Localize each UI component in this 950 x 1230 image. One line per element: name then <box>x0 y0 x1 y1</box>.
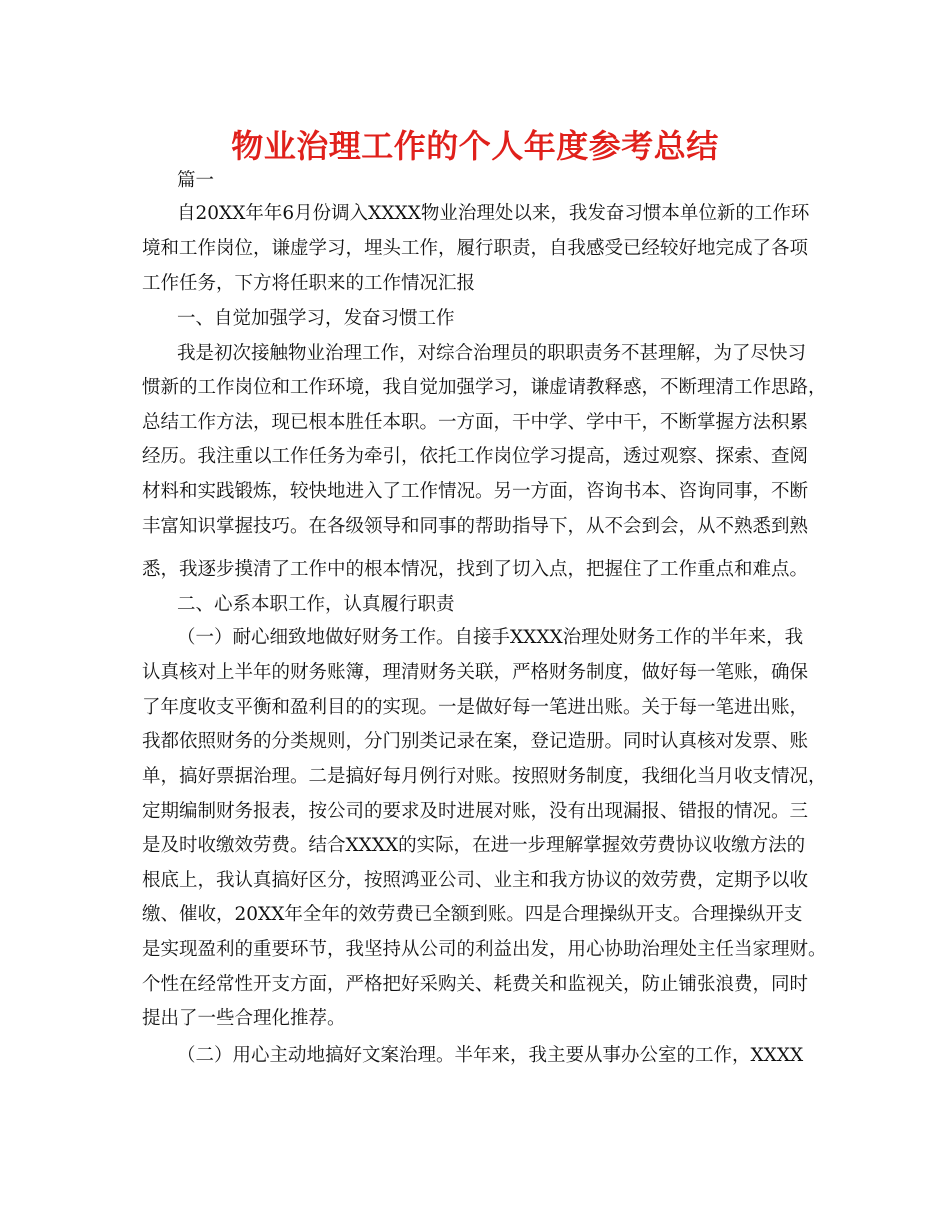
text-line: 总结工作方法，现已根本胜任本职。一方面，干中学、学中干，不断掌握方法积累 <box>142 412 809 433</box>
text-line: 单，搞好票据治理。二是搞好每月例行对账。按照财务制度，我细化当月收支情况， <box>142 766 827 787</box>
text-line: 悉，我逐步摸清了工作中的根本情况，找到了切入点，把握住了工作重点和难点。 <box>142 559 809 580</box>
text-line: 丰富知识掌握技巧。在各级领导和同事的帮助指导下，从不会到会，从不熟悉到熟 <box>142 516 809 537</box>
section-label: 篇一 <box>177 170 215 191</box>
text-line: 缴、催收，20XX年全年的效劳费已全额到账。四是合理操纵开支。合理操纵开支 <box>142 904 803 925</box>
text-line: 工作任务，下方将任职来的工作情况汇报 <box>142 273 476 294</box>
text-line: 我是初次接触物业治理工作，对综合治理员的职职责务不甚理解，为了尽快习 <box>177 343 807 364</box>
text-line: （二）用心主动地搞好文案治理。半年来，我主要从事办公室的工作，XXXX <box>177 1045 804 1066</box>
text-line: 我都依照财务的分类规则，分门别类记录在案，登记造册。同时认真核对发票、账 <box>142 731 809 752</box>
text-line: 自20XX年年6月份调入XXXX物业治理处以来，我发奋习惯本单位新的工作环 <box>177 203 810 224</box>
text-line: 境和工作岗位，谦虚学习，埋头工作，履行职责，自我感受已经较好地完成了各项 <box>142 238 809 259</box>
text-line: 材料和实践锻炼，较快地进入了工作情况。另一方面，咨询书本、咨询同事，不断 <box>142 481 809 502</box>
text-line: 个性在经常性开支方面，严格把好采购关、耗费关和监视关，防止铺张浪费，同时 <box>142 974 809 995</box>
text-line: 了年度收支平衡和盈利目的的实现。一是做好每一笔进出账。关于每一笔进出账， <box>142 697 809 718</box>
heading-line: 二、心系本职工作，认真履行职责 <box>177 594 455 615</box>
text-line: 经历。我注重以工作任务为牵引，依托工作岗位学习提高，透过观察、探索、查阅 <box>142 446 809 467</box>
text-line: 是实现盈利的重要环节，我坚持从公司的利益出发，用心协助治理处主任当家理财。 <box>142 939 827 960</box>
text-line: 认真核对上半年的财务账簿，理清财务关联，严格财务制度，做好每一笔账，确保 <box>142 662 809 683</box>
document-title: 物业治理工作的个人年度参考总结 <box>231 127 719 165</box>
text-line: 提出了一些合理化推荐。 <box>142 1008 346 1029</box>
heading-line: 一、自觉加强学习，发奋习惯工作 <box>177 308 455 329</box>
text-line: 惯新的工作岗位和工作环境，我自觉加强学习，谦虚请教释惑，不断理清工作思路， <box>142 377 827 398</box>
text-line: （一）耐心细致地做好财务工作。自接手XXXX治理处财务工作的半年来，我 <box>177 627 804 648</box>
text-line: 是及时收缴效劳费。结合XXXX的实际，在进一步理解掌握效劳费协议收缴方法的 <box>142 835 806 856</box>
text-line: 根底上，我认真搞好区分，按照鸿亚公司、业主和我方协议的效劳费，定期予以收 <box>142 870 809 891</box>
text-line: 定期编制财务报表，按公司的要求及时进展对账，没有出现漏报、错报的情况。三 <box>142 801 809 822</box>
